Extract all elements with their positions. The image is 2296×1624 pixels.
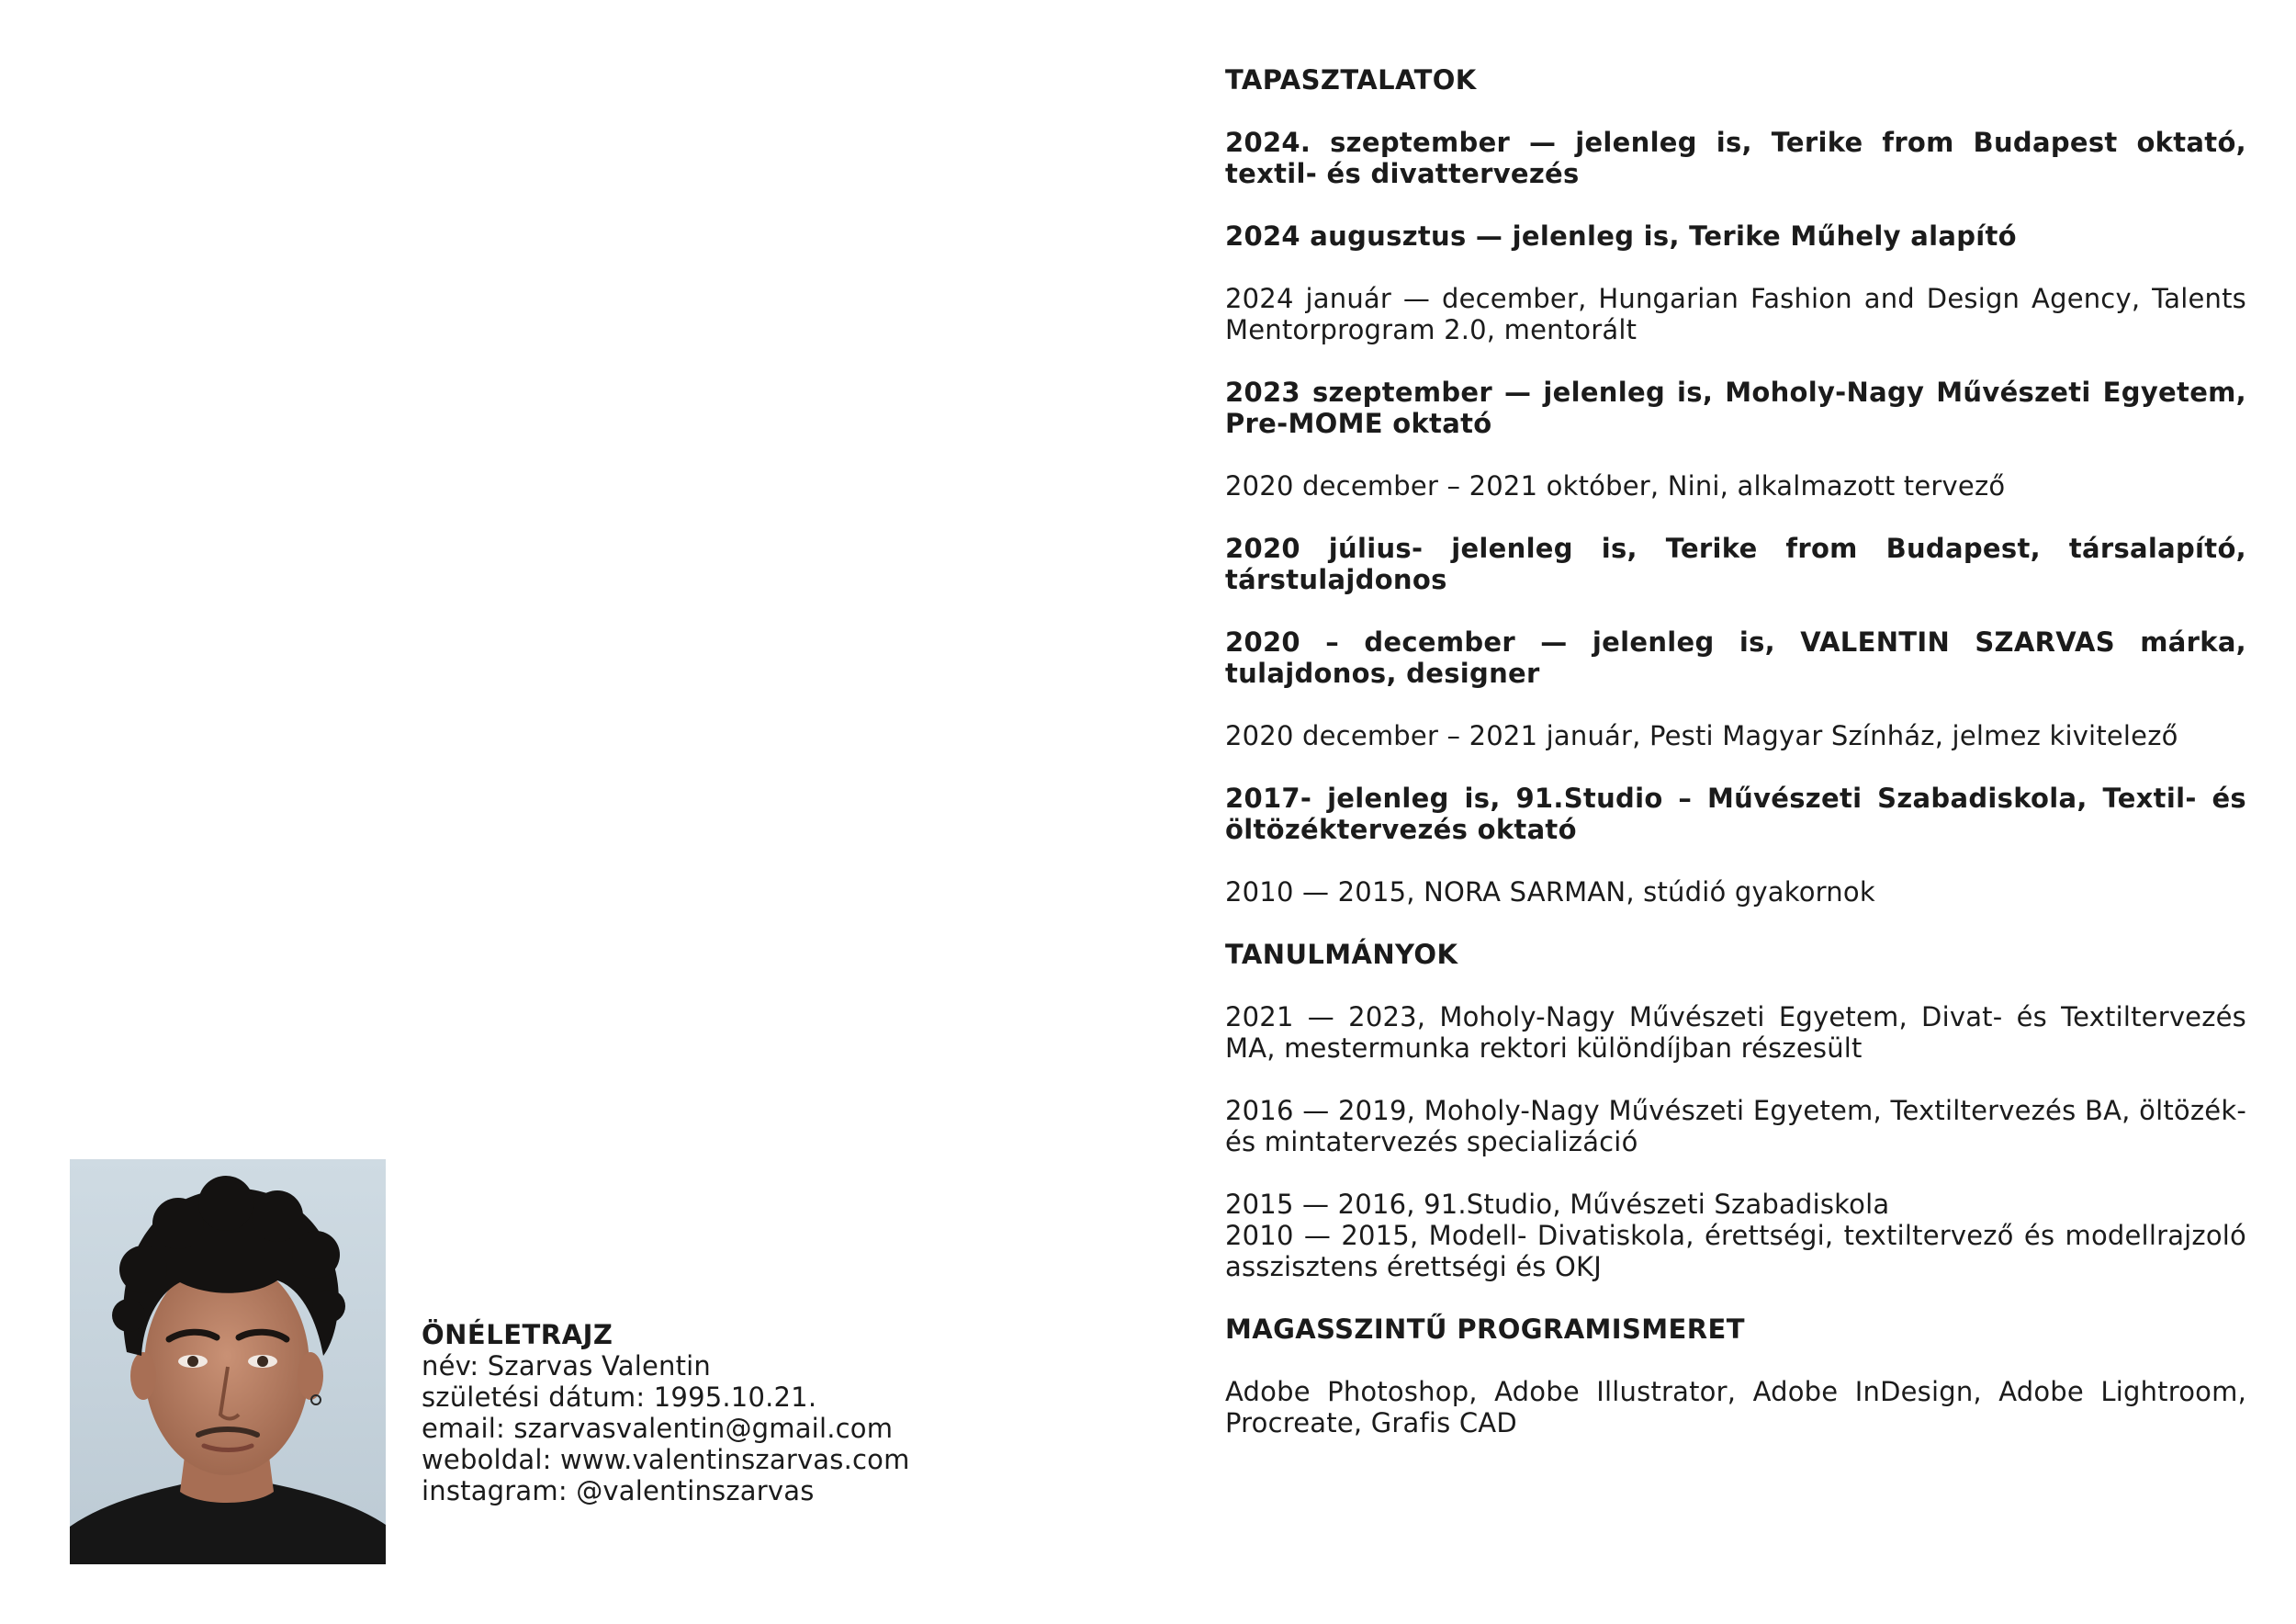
experience-item: 2023 szeptember — jelenleg is, Moholy-Nagy Művészeti Egyetem, Pre-MOME oktató [1225,377,2246,439]
experience-item: 2017- jelenleg is, 91.Studio – Művészeti Szabadiskola, Textil- és öltözéktervezés oktató [1225,783,2246,845]
experience-item: 2020 december – 2021 október, Nini, alkalmazott tervező [1225,470,2006,502]
skills-text: Adobe Photoshop, Adobe Illustrator, Adobe InDesign, Adobe Lightroom, Procreate, Grafis CAD [1225,1376,2246,1438]
cv-column [1225,64,2246,1470]
experience-item: 2024 augusztus — jelenleg is, Terike Műhely alapító [1225,220,2017,252]
education-item: 2015 — 2016, 91.Studio, Művészeti Szabadiskola [1225,1189,1890,1220]
skills-title: MAGASSZINTŰ PROGRAMISMERET [1225,1314,1745,1345]
birth-date-line: születési dátum: 1995.10.21. [422,1382,817,1413]
name-line: név: Szarvas Valentin [422,1350,712,1382]
cv-heading: ÖNÉLETRAJZ [422,1319,613,1350]
education-title: TANULMÁNYOK [1225,939,1458,970]
education-item: 2016 — 2019, Moholy-Nagy Művészeti Egyetem, Textiltervezés BA, öltözék- és mintatervezés specializáció [1225,1095,2246,1157]
experience-item: 2024 január — december, Hungarian Fashion and Design Agency, Talents Mentorprogram 2.0, mentorált [1225,283,2246,345]
email-line: email: szarvasvalentin@gmail.com [422,1413,894,1444]
personal-info [422,1319,1064,1506]
portrait-illustration [70,1159,386,1564]
experience-item: 2020 december – 2021 január, Pesti Magyar Színház, jelmez kivitelező [1225,720,2178,751]
experience-item: 2010 — 2015, NORA SARMAN, stúdió gyakornok [1225,876,1875,908]
education-item: 2021 — 2023, Moholy-Nagy Művészeti Egyetem, Divat- és Textiltervezés MA, mestermunka rektori különdíjban részesült [1225,1001,2246,1064]
experience-item: 2020 – december — jelenleg is, VALENTIN SZARVAS márka, tulajdonos, designer [1225,626,2246,689]
experience-item: 2024. szeptember — jelenleg is, Terike from Budapest oktató, textil- és divattervezés [1225,127,2246,189]
education-item: 2010 — 2015, Modell- Divatiskola, érettségi, textiltervező és modellrajzoló asszisztens érettségi és OKJ [1225,1220,2246,1282]
experience-title: TAPASZTALATOK [1225,64,1477,96]
portrait-photo [70,1159,386,1564]
instagram-line: instagram: @valentinszarvas [422,1475,815,1506]
experience-item: 2020 július- jelenleg is, Terike from Budapest, társalapító, társtulajdonos [1225,533,2246,595]
website-line: weboldal: www.valentinszarvas.com [422,1444,910,1475]
